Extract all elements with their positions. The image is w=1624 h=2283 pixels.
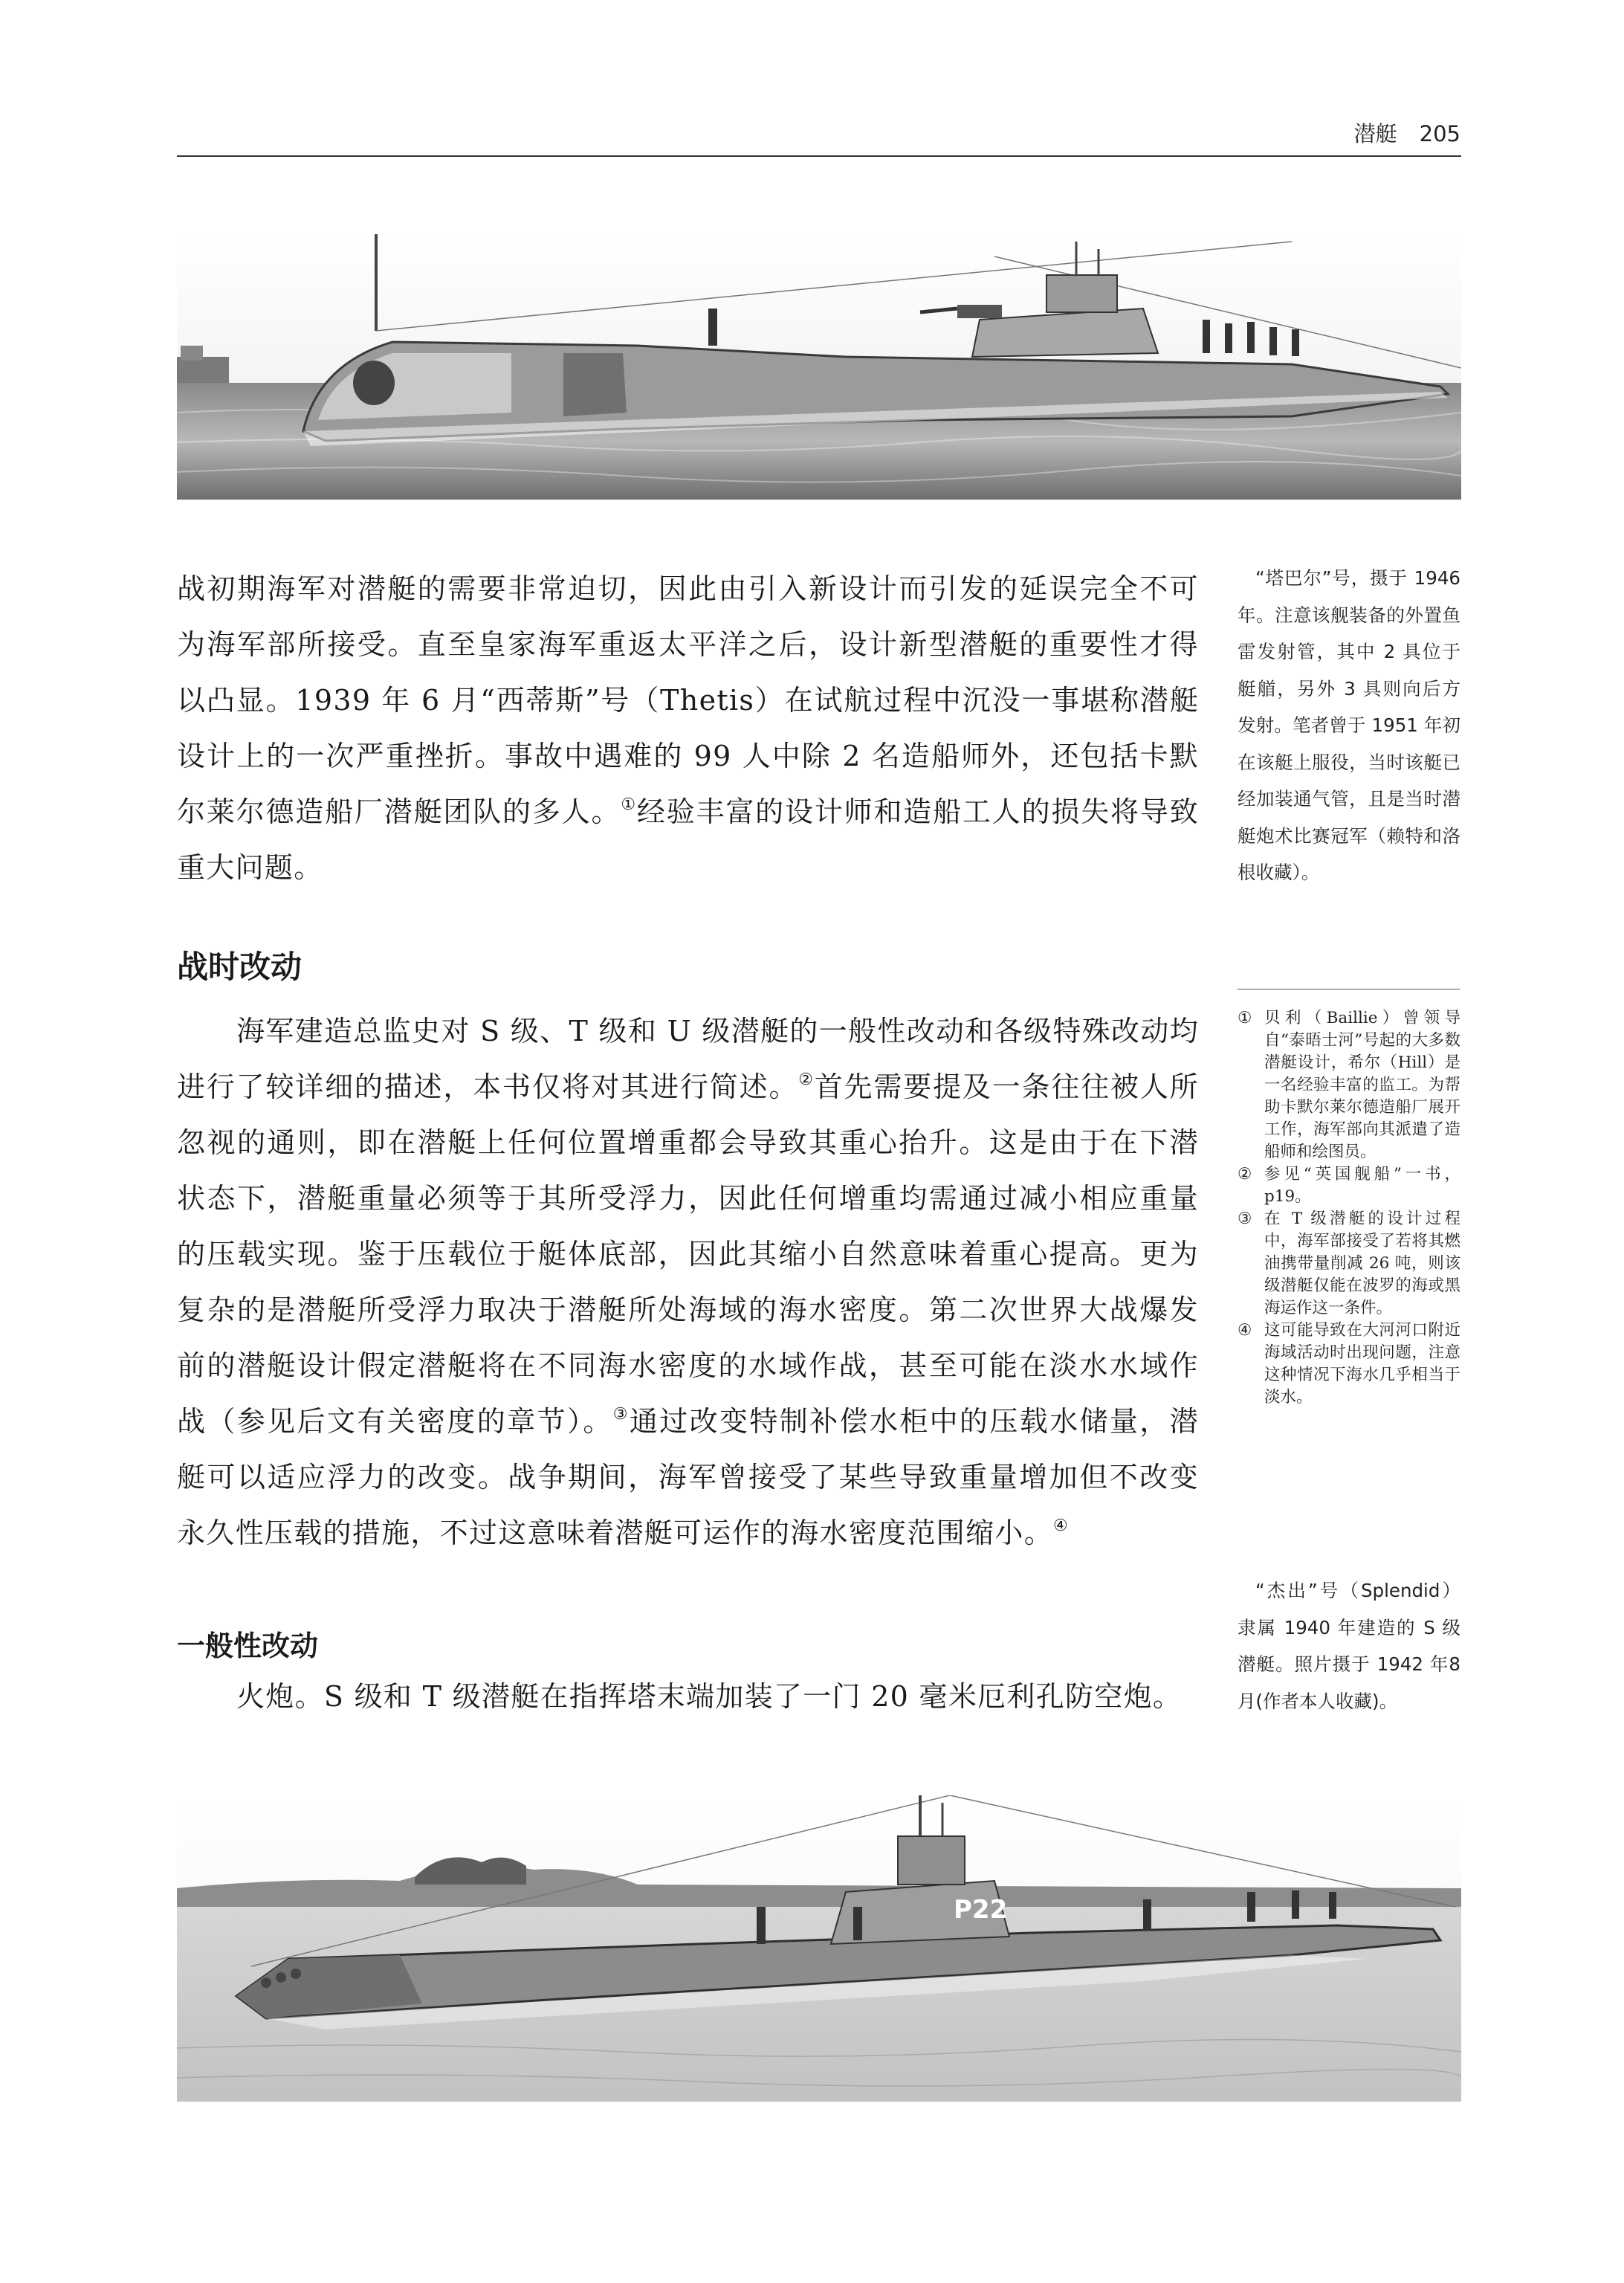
submarine-photo-bottom	[177, 1795, 1461, 2102]
paragraph-2-text-c: 通过改变特制补偿水柜中的压载水储量，潜艇可以适应浮力的改变。战争期间，海军曾接受了某些导致重量增加但不改变永久性压载的措施，不过这意味着潜艇可运作的海水密度范围缩小。	[177, 1405, 1199, 1549]
running-header	[1354, 117, 1460, 148]
paragraph-2	[177, 1004, 1199, 1561]
paragraph-1	[177, 561, 1199, 896]
paragraph-2-text-b: 首先需要提及一条往往被人所忽视的通则，即在潜艇上任何位置增重都会导致其重心抬升。这是由于在下潜状态下，潜艇重量必须等于其所受浮力，因此任何增重均需通过减小相应重量的压载实现。鉴于压载位于艇体底部，因此其缩小自然意味着重心提高。更为复杂的是潜艇所受浮力取决于潜艇所处海域的海水密度。第二次世界大战爆发前的潜艇设计假定潜艇将在不同海水密度的水域作战，甚至可能在淡水水域作战（参见后文有关密度的章节）。	[177, 1071, 1199, 1438]
footnote-text: 参见“英国舰船”一书，p19。	[1264, 1165, 1460, 1206]
footnote-ref-1[interactable]: ①	[621, 795, 637, 814]
footnote-item	[1238, 1007, 1460, 1163]
hull-number: P22	[954, 1895, 1008, 1925]
footnote-item	[1238, 1208, 1460, 1320]
paragraph-1-text-b: 经验丰富的设计师和造船工人的损失将导致重大问题。	[177, 795, 1199, 884]
subsection-heading: 一般性改动	[177, 1630, 319, 1662]
footnote-item	[1238, 1163, 1460, 1208]
footnote-number: ①	[1238, 1009, 1252, 1027]
footnote-text: 贝利（Baillie）曾领导自“泰晤士河”号起的大多数潜艇设计，希尔（Hill）是一名经验丰富的监工。为帮助卡默尔莱尔德造船厂展开工作，海军部向其派遣了造船师和绘图员。	[1264, 1009, 1460, 1161]
paragraph-2-text-a: 海军建造总监史对 S 级、T 级和 U 级潜艇的一般性改动和各级特殊改动均进行了较详细的描述，本书仅将对其进行简述。	[177, 1015, 1199, 1103]
footnote-text: 这可能导致在大河河口附近海域活动时出现问题，注意这种情况下海水几乎相当于淡水。	[1264, 1321, 1460, 1407]
paragraph-3: 火炮。S 级和 T 级潜艇在指挥塔末端加装了一门 20 毫米厄利孔防空炮。	[236, 1680, 1183, 1713]
header-rule	[177, 155, 1461, 157]
footnote-number: ④	[1238, 1321, 1252, 1340]
footnote-text: 在 T 级潜艇的设计过程中，海军部接受了若将其燃油携带量削减 26 吨，则该级潜艇仅能在波罗的海或黑海运作这一条件。	[1264, 1210, 1460, 1317]
footnote-ref-4[interactable]: ④	[1053, 1517, 1070, 1535]
submarine-photo-top	[177, 234, 1461, 500]
footnote-item	[1238, 1320, 1460, 1409]
paragraph-1-text-a: 战初期海军对潜艇的需要非常迫切，因此由引入新设计而引发的延误完全不可为海军部所接受。直至皇家海军重返太平洋之后，设计新型潜艇的重要性才得以凸显。1939 年 6 月“西蒂斯”号（Thetis）在试航过程中沉没一事堪称潜艇设计上的一次严重挫折。事故中遇难的 99 人中除 2 名造船师外，还包括卡默尔莱尔德造船厂潜艇团队的多人。	[177, 572, 1199, 828]
footnote-ref-2[interactable]: ②	[798, 1071, 815, 1089]
footnote-number: ②	[1238, 1165, 1252, 1184]
footnote-ref-3[interactable]: ③	[612, 1405, 630, 1424]
footnote-list	[1238, 1007, 1460, 1409]
photo-caption-1: “塔巴尔”号，摄于 1946 年。注意该舰装备的外置鱼雷发射管，其中 2 具位于艇艏，另外 3 具则向后方发射。笔者曾于 1951 年初在该艇上服役，当时该艇已经加装通气管，且是当时潜艇炮术比赛冠军（赖特和洛根收藏）。	[1238, 567, 1460, 883]
photo-caption-2: “杰出”号（Splendid）隶属 1940 年建造的 S 级潜艇。照片摄于 1942 年8月(作者本人收藏)。	[1238, 1580, 1460, 1712]
section-heading: 战时改动	[177, 949, 303, 985]
page-number: 205	[1419, 121, 1460, 146]
footnote-number: ③	[1238, 1210, 1252, 1228]
header-section: 潜艇	[1353, 121, 1397, 146]
